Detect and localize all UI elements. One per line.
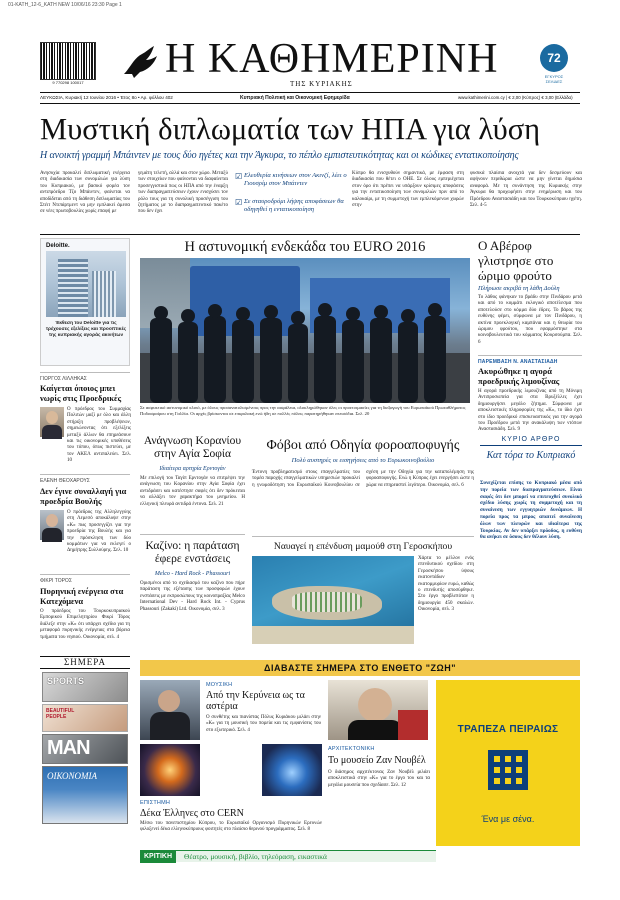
- euro-caption: Σε ασφυκτικό αστυνομικό κλοιό, με όλους προσανατολισμένους προς την ασφάλεια, ολοκληρώθηκαν όλες οι προετοιμασίες για τη διεξαγωγή του Ευρωπαϊκού Πρωταθλήματος Ποδοσφαίρου στη Γαλλία. Οι αρχές βρίσκονται σε επιφυλακή ενώ ήδη σε πολλές πόλεις παρατηρήθηκαν επεισόδια. Σελ. 20: [140, 405, 466, 416]
- kyrio-arthro-label: ΚΥΡΙΟ ΑΡΘΡΟ: [480, 436, 582, 446]
- masthead-subtitle: ΤΗΣ ΚΥΡΙΑΚΗΣ: [290, 80, 353, 88]
- pull-quote-2-text: Σε σταυροδρόμι λήψης αποφάσεων θα οδηγηθεί η εντατικοποίηση: [244, 198, 344, 213]
- euro-headline: Η αστυνομική ενδεκάδα του EURO 2016: [184, 239, 426, 255]
- zoi-banner-text: ΔΙΑΒΑΣΤΕ ΣΗΜΕΡΑ ΣΤΟ ΕΝΘΕΤΟ "ΖΩΗ": [264, 663, 456, 673]
- architecture-photo: [328, 680, 428, 740]
- casino-headline: Καζίνο: η παράταση έφερε ενστάσεις: [145, 540, 240, 565]
- deloitte-building-image: [46, 251, 126, 317]
- limousine-body: Η αγορά προεδρικής λιμουζίνας από τη Μόνιμη Αντιπροσωπεία για στα Βρυξέλλες έχει δημιουργήσει μεγάλο ζήτημα. Σύμφωνα με αποκλειστικές πληροφορίες της «Κ», το ίδιο έχει στο ίδιο προεδρικό επισκευαστικός για την αγορά του Προέδρου μετά την ανακάλυψη των ντόπων Αναστασιάδη. Σελ. 9: [478, 389, 582, 433]
- page-slug: 01-KATH_12-6_KATH NEW 10/06/16 23:30 Page 1: [8, 2, 122, 8]
- pull-quote-1-text: Ελευθερία κινήσεων στον Ακινζί, λέει ο Γιουσρίμ στον Μπάιντεν: [244, 172, 347, 187]
- deloitte-logo: Deloitte.: [46, 243, 70, 249]
- music-photo: [140, 680, 200, 740]
- koraniou-sub: Ιδιαίτερα αρτηρία Ερντογάν: [159, 466, 226, 472]
- magazine-man: [42, 734, 128, 764]
- pull-quote-1: ☑ Ελευθερία κινήσεων στον Ακινζί, λέει ο Γιουσρίμ στον Μπάιντεν: [235, 172, 347, 187]
- story3-body: Ο πρόεδρος του Τουρκοκυπριακού Εμπορικού Επιμελητηρίου Φικρί Τόρος διάλεξε στην «Κ» ότι υπάρχει σχέδιο για τη μεταφορά πυρηνικής ενέργειας στα βόρεια τμήματα του νησιού. Οικονομία, σελ. 4: [40, 609, 130, 640]
- science-kicker: ΕΠΙΣΤΗΜΗ: [140, 800, 171, 806]
- lead-col-4: Κύπρο θα ενισχυθούν σημαντικά, με έμφαση στη διαδικασία που θέτει ο ΟΗΕ. Σε όλους εμπεριέχεται στον όρο ότι πρέπει να υπάρξουν κρίσιμες αποφάσεις για την εντατικοποίηση των συνομιλιών πριν από το καλοκαίρι, με τη συμμετοχή των εμπλεκόμενων χωρών στην: [352, 171, 464, 209]
- casino-sub: Melco - Hard Rock - Phassouri: [154, 571, 231, 577]
- architecture-body: Ο διάσημος αρχιτέκτονας Ζαν Νουβέλ μιλάει αποκλειστικά στην «Κ» για το έργο του και τα μεγάλα μουσεία που σχεδίασε. Σελ. 12: [328, 770, 430, 788]
- magazine-beautiful-people: [42, 704, 128, 732]
- deloitte-box: [40, 238, 130, 366]
- limousine-headline: Ακυρώθηκε η αγορά προεδρικής λιμουζίνας: [478, 367, 560, 386]
- dateline-right: www.kathimerini.com.cy | € 2,00 (Κύπρος) € 3,00 (Ελλάδα): [458, 95, 573, 100]
- critic-bar: [140, 850, 436, 862]
- magazine-oikonomia-title: ΟΙΚΟΝΟΜΙΑ: [47, 771, 97, 781]
- averof-body: Το λάθος φάνηκαν το βράδυ στην Πινδάρου μετά και από το κομμάτι εκλογικό αποτέλεσμα που αποτελούσε στο κόμμα δύο έδρες. Το βάρος της ευθύνης φέρει, σύμφωνα με τον Πινδάρου, η ακτίνα προεκλογική καμπάνια και η θεωρία του ώριμου φρούτου, που εφαρμόστηκε στα κοινοβουλευτικά του κόμματος Κουρσούμπα. Σελ. 6: [478, 295, 582, 345]
- lead-col-2: γεμάτη τελετή, αλλά και στον χώρο. Μεταξύ των στοιχείων που φαίνονται να διαφαίνεται προσεγγιστικά πως οι ΗΠΑ από την έναρξη των διαπραγματεύσεων έχουν ενισχύσει τον ρόλο τους για τη συνολική προσέγγιση του ζητήματος με το διαπραγματευτικό πακέτο που δεν έχει: [138, 171, 228, 215]
- deloitte-caption: Έκθεση του Deloitte για τις τρέχουσες εξελίξεις και προοπτικές της κυπριακής αγοράς ακινήτων: [45, 321, 127, 338]
- lead-subheadline: Η ανοικτή γραμμή Μπάιντεν με τους δύο ηγέτες και την Άγκυρα, το πέπλο εμπιστευτικότητας και οι κώδικες εντατικοποίησης: [40, 150, 519, 161]
- dateline-left: ΛΕΥΚΩΣΙΑ, Κυριακή 12 Ιουνίου 2016 • Έτος 8ο • Αρ. φύλλου 402: [40, 95, 173, 100]
- naugio-body: Χάρτα το μέλλον ενός επενδυτικού σχεδίου στη Γεροσκήπου ύψους εκατοντάδων εκατομμυρίων ευρώ, καθώς ο επενδυτής αποσύρθηκε. Στο έργο προβλεπόταν η δημιουργία 450 σκαλών. Οικονομία, σελ. 3: [418, 556, 474, 613]
- kyrio-arthro-headline: Κατ τόρα το Κυπριακό: [486, 450, 576, 461]
- koraniou-headline: Ανάγνωση Κορανίου στην Αγία Σοφία: [143, 435, 242, 460]
- barcode: [40, 42, 96, 80]
- story3-author: ΦΙΚΡΙ ΤΟΡΟΣ: [40, 578, 72, 584]
- magazine-sports: [42, 672, 128, 702]
- critic-items: Θέατρο, μουσική, βιβλίο, τηλεόραση, εικαστικά: [184, 852, 327, 861]
- story2-portrait: [40, 510, 64, 540]
- koraniou-body: Με επιλογή του Ταγίπ Ερντογάν να επιτρέψει την ανάγνωση του Κορανίου στην Αγία Σοφία έχει αντιδράσει και κατέστησε σαφές ότι δεν πρόκειται να αλλάξει τον χαρακτήρα του μνημείου. Η ελληνική πλευρά αντιδρά έντονα. Σελ. 21: [140, 476, 245, 507]
- fobos-sub: Πολύ αυστηρές οι εισηγήσεις από το Ευρωκοινοβούλιο: [291, 457, 435, 464]
- piraeus-bank-ad: [436, 680, 580, 846]
- music-kicker: ΜΟΥΣΙΚΗ: [206, 682, 233, 688]
- lead-headline: Μυστική διπλωματία των ΗΠΑ για λύση: [40, 112, 541, 146]
- magazine-bp-title: BEAUTIFUL PEOPLE: [46, 708, 75, 720]
- lead-col-1: Ανησυχία προκαλεί διπλωματική ενέργεια στη διαδικασία των συνομιλιών για λύση του Κυπριακού, με βασικό φορέα τον αντιπρόεδρο Τζο Μπάιντεν, φαίνεται να αποδίδεται από τη διάθεση διπλωματίας του Στέιτ Ντιπάρτμεντ να μην εμπλακεί άμεσα σε νέες πρωτοβουλίες χωρίς επαφή με: [40, 171, 130, 215]
- kyrio-arthro-box: [480, 432, 582, 657]
- story1-author: ΓΙΩΡΓΟΣ ΛΙΛΛΗΚΑΣ: [40, 376, 87, 382]
- averof-kicker: ΠΑΡΕΜΒΑΣΗ Ν. ΑΝΑΣΤΑΣΙΑΔΗ: [478, 359, 558, 365]
- pages-badge: [540, 44, 568, 72]
- music-body: Ο συνθέτης και πιανίστας Πόλυς Κυριάκου μιλάει στην «Κ» για τη μουσική του πορεία και τις εμφανίσεις του στο εξωτερικό. Σελ. 4: [206, 715, 321, 733]
- pages-label: ΕΓΚΥΡΟΣ ΣΕΛΙΔΕΣ: [544, 74, 564, 84]
- story1-headline: Καίγεται όποιος μπει νωρίς στις Προεδρικές: [40, 384, 122, 403]
- piraeus-logo-icon: [488, 750, 528, 790]
- lead-col-5: φυσικά πλαίσια ανοιχτά για δεν δεσμεύουν και αφήνουν περιθώρια ώστε να μην γίνεται δημόσια αναφορά. Με τη συνάντηση της Κυριακής στην Άγκυρα θα προχωρήσει στην ενημέρωση και του Πρόεδρου Αναστασιάδη και του Τουρκοκύπριου ηγέτη. Σελ. 4-5: [470, 171, 582, 209]
- cern-photo-2: [262, 744, 322, 796]
- simera-label: ΣΗΜΕΡΑ: [40, 656, 130, 669]
- piraeus-bank-name: ΤΡΑΠΕΖΑ ΠΕΙΡΑΙΩΣ: [457, 724, 559, 735]
- pages-number: 72: [547, 51, 561, 65]
- fobos-headline: Φόβοι από Οδηγία φοροαποφυγής: [266, 438, 460, 453]
- story2-headline: Δεν έγινε συναλλαγή για προεδρία Βουλής: [40, 487, 127, 506]
- kyrio-arthro-body: Συνεχίζεται επίσης το Κυπριακό μέσα από την πορεία των διαπραγματεύσεων. Είναι σαφές ότι δεν μπορεί να επιτευχθεί συνολικό σχέδιο λύσης χωρίς τη συμμετοχή και τη συναίνεση των εγγυητριών δυνάμεων. Η πορεία προς τα μπρος απαιτεί συναίνεση όλων των πλευρών και ιδιαίτερα της Τουρκίας. Αν δεν υπάρξει πρόοδος, η ευθύνη θα ανήκει σε όσους δεν θέλουν λύση.: [480, 480, 582, 541]
- averof-sub: Πλήρωσε ακριβά τη λάθη Δούλη: [478, 285, 560, 292]
- zoi-banner: [140, 660, 580, 676]
- dateline-center: Κυπριακή Πολιτική και Οικονομική Εφημερίδα: [240, 95, 350, 101]
- euro-police-photo: [140, 258, 470, 403]
- masthead-title: Η ΚΑΘΗΜΕΡΙΝΗ: [165, 36, 499, 82]
- music-headline: Από την Κερύνεια ως τα αστέρια: [206, 690, 305, 712]
- police-officers: [140, 298, 470, 403]
- barcode-number: 9 770298 100017: [52, 80, 84, 85]
- story1-portrait: [40, 407, 64, 437]
- critic-label: ΚΡΙΤΙΚΗ: [140, 851, 176, 863]
- pull-quote-2: ☑ Σε σταυροδρόμι λήψης αποφάσεων θα οδηγηθεί η εντατικοποίηση: [235, 198, 347, 213]
- averof-headline: Ο Αβέροφ γλιστρησε στο ώριμο φρούτο: [478, 238, 554, 283]
- magazine-man-title: MAN: [47, 737, 90, 759]
- fobos-body: Έντονη προβληματισμό στους επαγγελματίες του τομέα παροχής επαγγελματικών υπηρεσιών προκαλεί η γνωμοδότηση του Ευρωπαϊκού Κοινοβουλίου σε σχέση με την Οδηγία για την καταπολέμηση της φοροαποφυγής. Ενώ η Κύπρος έχει ενεργήσει ώστε η χώρα να επηρεαστεί λιγότερο. Οικονομία, σελ. 6: [252, 470, 474, 488]
- story1-body: Ο πρόεδρος του Συμμαχίας Πολιτών μαζί με όλο και άλλη στήριξη προβλέψεων, σημειώνοντας ότι εξελίξεις μεταξύ άλλων θα επηρεάσουν και τις οικονομικές υποθέσεις του τόπου, όπως πιστεύει, με τον ΑΚΕΛ αντιπαλεύει. Σελ. 10: [67, 407, 131, 464]
- naugio-headline: Ναυαγεί η επένδυση μαμούθ στη Γεροσκήπου: [273, 541, 453, 552]
- architecture-headline: Το μουσείο Ζαν Νουβέλ: [328, 755, 426, 766]
- science-headline: Δέκα Έλληνες στο CERN: [140, 808, 244, 819]
- magazine-oikonomia: [42, 766, 128, 824]
- marina-aerial-photo: [252, 556, 414, 644]
- piraeus-slogan: Ένα με σένα.: [481, 814, 535, 824]
- casino-body: Ορισμένοι από το σχεδιασμό του καζίνο που πήρε παράταση της εξέτασης των προσφορών έχουν ενστάσεις με εκπροσώπους της κοινοπραξίας Melco International Dev - Hard Rock Int. - Cyprus Phassouri (Zakaki) Ltd. Οικονομία, σελ. 3: [140, 581, 245, 612]
- architecture-kicker: ΑΡΧΙΤΕΚΤΟΝΙΚΗ: [328, 746, 375, 752]
- story2-author: ΕΛΕΝΗ ΘΕΟΧΑΡΟΥΣ: [40, 478, 90, 484]
- story3-headline: Πυρηνική ενέργεια στα Κατεχόμενα: [40, 587, 124, 606]
- story2-body: Ο πρόεδρος της Αλληλεγγύης στη Λεμεσό αποκάλυψε στην «Κ» πως προσεγγίζει για την προεδρία της Βουλής και για την πρόσκληση των δύο κομμάτων για να εκλεγεί ο Δημήτρης Συλλούρης. Σελ. 10: [67, 510, 131, 554]
- eagle-logo-icon: [120, 44, 160, 82]
- magazine-sports-title: SPORTS: [47, 676, 85, 686]
- cern-photo: [140, 744, 200, 796]
- science-body: Μέσω του πανεπιστημίου Κύπρου, το Ευρωπαϊκό Οργανισμό Πυρηνικών Ερευνών φιλοξενεί δέκα ελληνοκύπριους φοιτητές στο πλαίσιο θερινού προγράμματος. Σελ. 8: [140, 821, 322, 833]
